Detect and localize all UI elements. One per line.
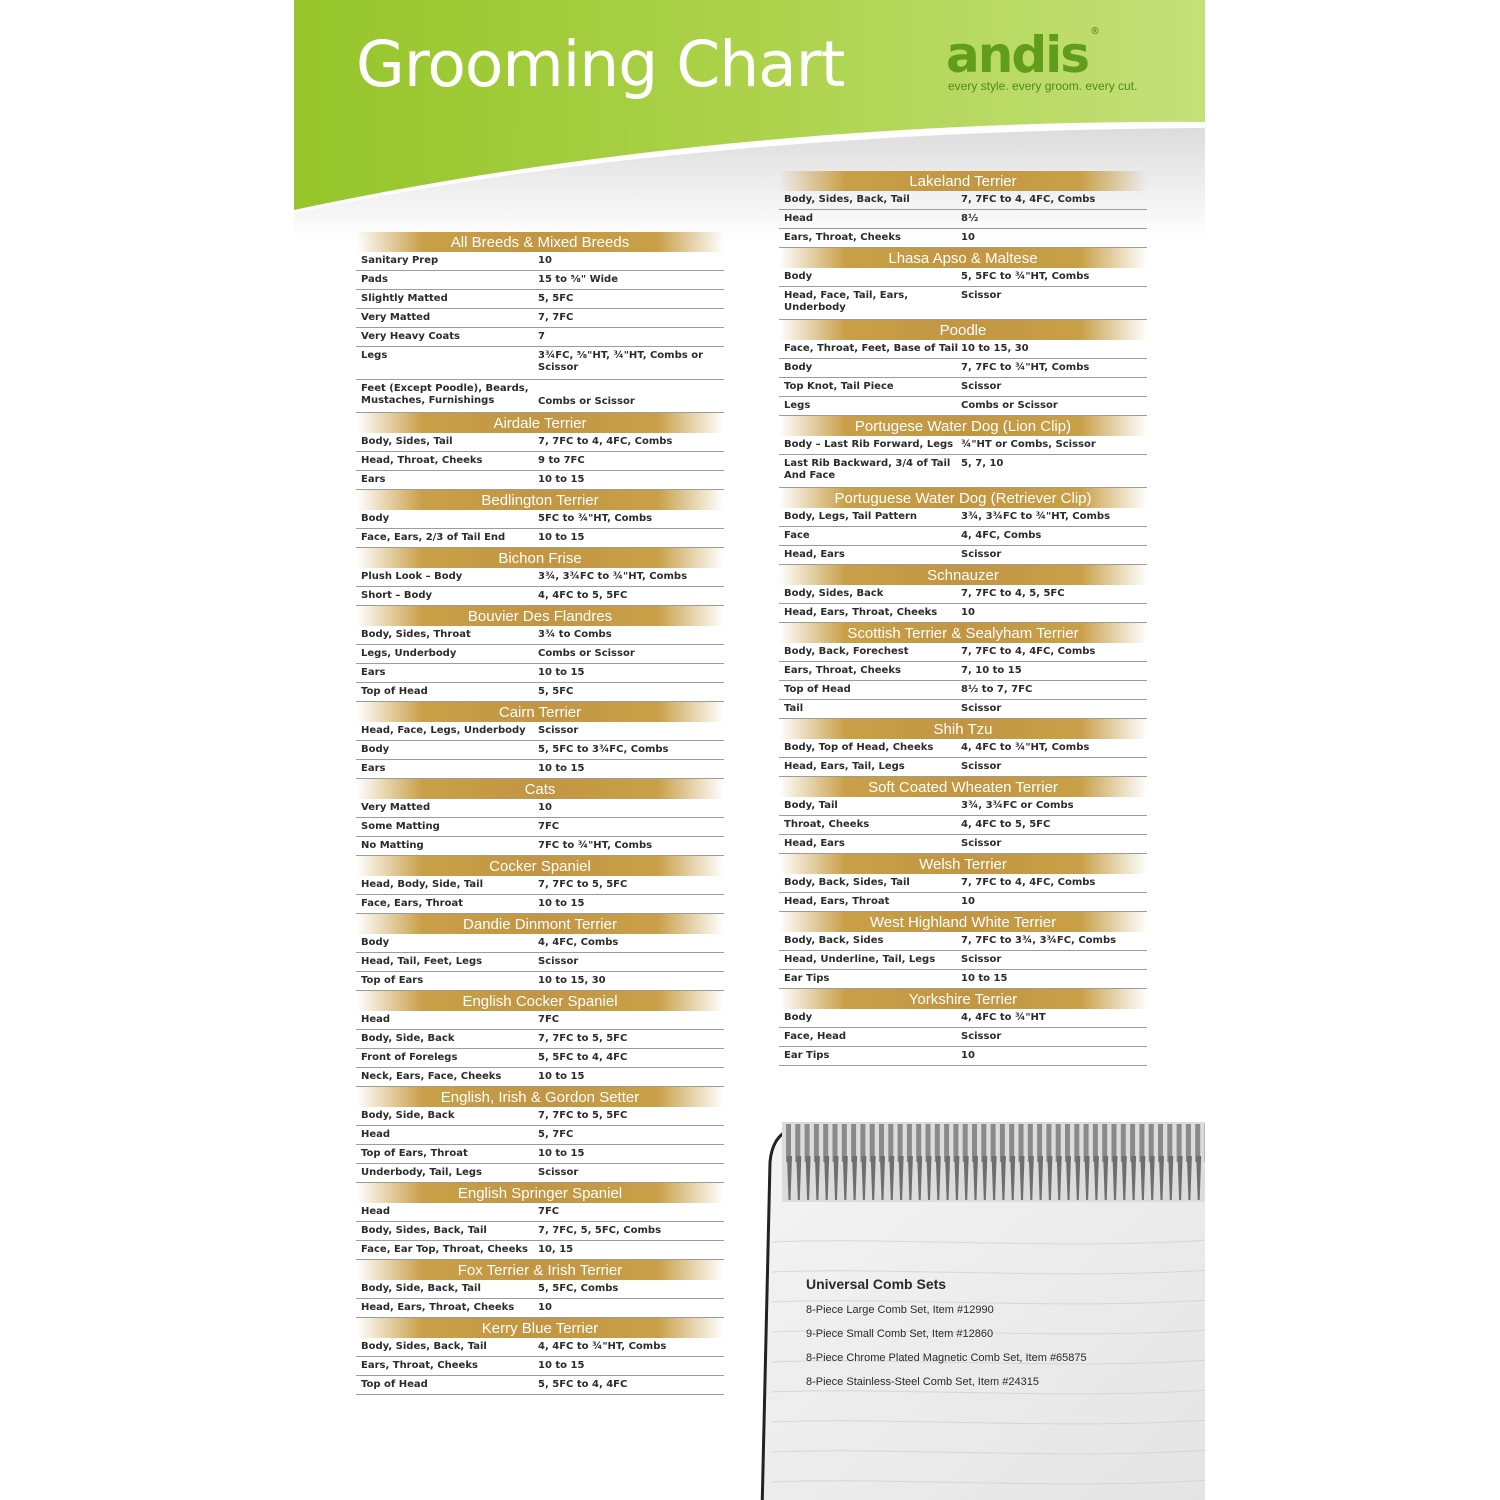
blade-setting-cell: 10 to 15 xyxy=(961,973,1008,984)
body-area-cell: Head, Ears xyxy=(784,549,845,560)
blade-setting-cell: 3¾, 3¾FC to ¾"HT, Combs xyxy=(538,571,688,582)
blade-setting-cell: 10 xyxy=(961,896,975,907)
body-area-cell: Head, Ears xyxy=(784,838,845,849)
blade-setting-cell: 10 xyxy=(961,232,975,243)
table-row xyxy=(356,1011,724,1030)
table-row xyxy=(356,471,724,490)
left-column xyxy=(356,232,724,1395)
blade-setting-cell: 10 to 15 xyxy=(538,763,585,774)
blade-setting-cell: 4, 4FC to ¾"HT xyxy=(961,1012,1046,1023)
breed-header: Portugese Water Dog (Lion Clip) xyxy=(779,416,1147,436)
breed-header: Kerry Blue Terrier xyxy=(356,1318,724,1338)
table-row xyxy=(779,893,1147,912)
blade-setting-cell: 5, 5FC to 4, 4FC xyxy=(538,1052,628,1063)
body-area-cell: Body, Sides, Back, Tail xyxy=(784,194,910,205)
table-row xyxy=(356,347,724,380)
blade-setting-cell: Scissor xyxy=(961,1031,1002,1042)
table-row xyxy=(779,835,1147,854)
comb-set-item: 8-Piece Chrome Plated Magnetic Comb Set, Item #65875 xyxy=(806,1352,1087,1364)
table-row xyxy=(356,645,724,664)
body-area-cell: Very Matted xyxy=(361,802,431,813)
breed-header: Lakeland Terrier xyxy=(779,171,1147,191)
table-row xyxy=(356,1107,724,1126)
table-row xyxy=(356,722,724,741)
blade-setting-cell: 7, 7FC to 4, 4FC, Combs xyxy=(961,194,1096,205)
body-area-cell: Ears, Throat, Cheeks xyxy=(784,232,901,243)
table-row xyxy=(356,626,724,645)
body-area-cell: Head, Throat, Cheeks xyxy=(361,455,483,466)
body-area-cell: Body, Back, Sides, Tail xyxy=(784,877,910,888)
table-row xyxy=(779,546,1147,565)
body-area-cell: Body – Last Rib Forward, Legs xyxy=(784,439,954,450)
body-area-cell: Body, Back, Forechest xyxy=(784,646,909,657)
table-row xyxy=(356,433,724,452)
table-row xyxy=(356,1280,724,1299)
body-area-cell: Body, Sides, Tail xyxy=(361,436,453,447)
body-area-cell: Very Heavy Coats xyxy=(361,331,461,342)
blade-setting-cell: 4, 4FC, Combs xyxy=(961,530,1042,541)
blade-setting-cell: 10 xyxy=(961,1050,975,1061)
breed-header: Cats xyxy=(356,779,724,799)
breed-header: Fox Terrier & Irish Terrier xyxy=(356,1260,724,1280)
comb-sets-title: Universal Comb Sets xyxy=(806,1276,947,1292)
blade-setting-cell: 7, 7FC to 4, 4FC, Combs xyxy=(961,877,1096,888)
comb-set-item: 9-Piece Small Comb Set, Item #12860 xyxy=(806,1328,994,1340)
breed-header: Shih Tzu xyxy=(779,719,1147,739)
table-row xyxy=(779,662,1147,681)
breed-header: Soft Coated Wheaten Terrier xyxy=(779,777,1147,797)
body-area-cell: Head, Ears, Throat, Cheeks xyxy=(361,1302,515,1313)
body-area-cell: Head, Body, Side, Tail xyxy=(361,879,483,890)
body-area-cell: Tail xyxy=(784,703,804,714)
table-row xyxy=(356,760,724,779)
table-row xyxy=(779,191,1147,210)
body-area-cell: Head, Face, Legs, Underbody xyxy=(361,725,526,736)
table-row xyxy=(356,1049,724,1068)
blade-setting-cell: 7, 7FC to 4, 5, 5FC xyxy=(961,588,1065,599)
blade-setting-cell: Scissor xyxy=(538,956,579,967)
table-row xyxy=(356,953,724,972)
table-row xyxy=(779,455,1147,488)
body-area-cell: Body xyxy=(361,744,390,755)
body-area-cell: Ears, Throat, Cheeks xyxy=(361,1360,478,1371)
blade-setting-cell: Scissor xyxy=(961,290,1002,301)
body-area-cell: Body xyxy=(784,271,813,282)
table-row xyxy=(356,271,724,290)
body-area-cell: Body xyxy=(361,513,390,524)
body-area-cell: Top of Ears xyxy=(361,975,424,986)
blade-setting-cell: 9 to 7FC xyxy=(538,455,585,466)
table-row xyxy=(356,1299,724,1318)
body-area-cell: Body, Side, Back, Tail xyxy=(361,1283,481,1294)
blade-setting-cell: 7, 7FC xyxy=(538,312,574,323)
body-area-cell: Last Rib Backward, 3/4 of Tail And Face xyxy=(784,458,951,481)
table-row xyxy=(779,604,1147,623)
table-row xyxy=(356,252,724,271)
table-row xyxy=(356,1068,724,1087)
blade-setting-cell: Scissor xyxy=(961,954,1002,965)
blade-setting-cell: 7, 7FC to ¾"HT, Combs xyxy=(961,362,1090,373)
body-area-cell: Face xyxy=(784,530,810,541)
body-area-cell: Body, Sides, Back xyxy=(784,588,884,599)
blade-setting-cell: 3¾FC, ⅝"HT, ¾"HT, Combs or Scissor xyxy=(538,350,703,373)
blade-setting-cell: 7FC xyxy=(538,1014,560,1025)
table-row xyxy=(779,681,1147,700)
table-row xyxy=(356,876,724,895)
table-row xyxy=(356,1376,724,1395)
grooming-chart-poster xyxy=(294,0,1205,1500)
body-area-cell: Ear Tips xyxy=(784,1050,830,1061)
blade-setting-cell: 5, 5FC, Combs xyxy=(538,1283,619,1294)
blade-setting-cell: Scissor xyxy=(961,838,1002,849)
breed-header: English Cocker Spaniel xyxy=(356,991,724,1011)
blade-setting-cell: 7, 7FC to 5, 5FC xyxy=(538,879,628,890)
blade-setting-cell: 3¾ to Combs xyxy=(538,629,612,640)
body-area-cell: Ears, Throat, Cheeks xyxy=(784,665,901,676)
table-row xyxy=(356,664,724,683)
table-row xyxy=(779,1009,1147,1028)
blade-setting-cell: 5, 5FC to ¾"HT, Combs xyxy=(961,271,1090,282)
blade-setting-cell: 7FC xyxy=(538,821,560,832)
comb-sets-panel xyxy=(806,1276,1087,1397)
breed-header: Lhasa Apso & Maltese xyxy=(779,248,1147,268)
breed-header: Yorkshire Terrier xyxy=(779,989,1147,1009)
table-row xyxy=(779,378,1147,397)
table-row xyxy=(779,359,1147,378)
blade-setting-cell: 10 xyxy=(961,607,975,618)
body-area-cell: Face, Ear Top, Throat, Cheeks xyxy=(361,1244,528,1255)
body-area-cell: Top of Head xyxy=(784,684,851,695)
breed-header: English, Irish & Gordon Setter xyxy=(356,1087,724,1107)
table-row xyxy=(356,452,724,471)
table-row xyxy=(356,799,724,818)
body-area-cell: Body, Top of Head, Cheeks xyxy=(784,742,934,753)
body-area-cell: Legs, Underbody xyxy=(361,648,457,659)
blade-setting-cell: 4, 4FC to 5, 5FC xyxy=(961,819,1051,830)
breed-header: West Highland White Terrier xyxy=(779,912,1147,932)
blade-setting-cell: 5, 7, 10 xyxy=(961,458,1004,469)
blade-setting-cell: Scissor xyxy=(961,381,1002,392)
blade-setting-cell: 7 xyxy=(538,331,545,342)
table-row xyxy=(356,529,724,548)
table-row xyxy=(356,934,724,953)
body-area-cell: Head xyxy=(361,1206,391,1217)
table-row xyxy=(779,758,1147,777)
table-row xyxy=(779,816,1147,835)
body-area-cell: Body, Back, Sides xyxy=(784,935,884,946)
blade-setting-cell: 10 to 15 xyxy=(538,1071,585,1082)
body-area-cell: Body, Sides, Throat xyxy=(361,629,471,640)
body-area-cell: Pads xyxy=(361,274,388,285)
table-row xyxy=(779,643,1147,662)
table-row xyxy=(779,1028,1147,1047)
blade-setting-cell: Scissor xyxy=(538,1167,579,1178)
blade-setting-cell: 15 to ⅝" Wide xyxy=(538,274,618,285)
breed-header: All Breeds & Mixed Breeds xyxy=(356,232,724,252)
body-area-cell: Body, Legs, Tail Pattern xyxy=(784,511,918,522)
blade-setting-cell: 10 to 15 xyxy=(538,1360,585,1371)
body-area-cell: Ear Tips xyxy=(784,973,830,984)
blade-setting-cell: Scissor xyxy=(538,725,579,736)
body-area-cell: Sanitary Prep xyxy=(361,255,439,266)
table-row xyxy=(779,932,1147,951)
blade-setting-cell: 4, 4FC to ¾"HT, Combs xyxy=(538,1341,667,1352)
table-row xyxy=(779,268,1147,287)
body-area-cell: Head xyxy=(361,1129,391,1140)
comb-set-item: 8-Piece Stainless-Steel Comb Set, Item #24315 xyxy=(806,1376,1039,1388)
body-area-cell: Face, Ears, 2/3 of Tail End xyxy=(361,532,506,543)
table-row xyxy=(779,229,1147,248)
blade-setting-cell: 10 to 15 xyxy=(538,667,585,678)
brand-name: andis xyxy=(946,26,1089,84)
body-area-cell: Head, Ears, Throat, Cheeks xyxy=(784,607,938,618)
body-area-cell: Head, Face, Tail, Ears, Underbody xyxy=(784,290,908,313)
blade-setting-cell: 5, 5FC xyxy=(538,686,574,697)
blade-setting-cell: 5, 5FC to 4, 4FC xyxy=(538,1379,628,1390)
blade-setting-cell: 8½ xyxy=(961,213,979,224)
blade-setting-cell: 7, 7FC to 5, 5FC xyxy=(538,1110,628,1121)
breed-header: Cocker Spaniel xyxy=(356,856,724,876)
body-area-cell: Some Matting xyxy=(361,821,440,832)
table-row xyxy=(356,380,724,413)
blade-setting-cell: Scissor xyxy=(961,549,1002,560)
body-area-cell: Body xyxy=(784,1012,813,1023)
andis-logo xyxy=(946,26,1100,84)
breed-header: English Springer Spaniel xyxy=(356,1183,724,1203)
table-row xyxy=(356,683,724,702)
table-row xyxy=(356,818,724,837)
blade-setting-cell: 7, 10 to 15 xyxy=(961,665,1022,676)
blade-setting-cell: 3¾, 3¾FC or Combs xyxy=(961,800,1074,811)
blade-setting-cell: 7, 7FC to 3¾, 3¾FC, Combs xyxy=(961,935,1117,946)
blade-setting-cell: 4, 4FC to 5, 5FC xyxy=(538,590,628,601)
body-area-cell: Ears xyxy=(361,667,386,678)
table-row xyxy=(779,287,1147,320)
body-area-cell: Top of Head xyxy=(361,686,428,697)
body-area-cell: Head xyxy=(784,213,814,224)
body-area-cell: Body, Side, Back xyxy=(361,1033,455,1044)
body-area-cell: Throat, Cheeks xyxy=(784,819,870,830)
blade-setting-cell: 8½ to 7, 7FC xyxy=(961,684,1033,695)
breed-header: Bouvier Des Flandres xyxy=(356,606,724,626)
body-area-cell: Very Matted xyxy=(361,312,431,323)
body-area-cell: Body, Side, Back xyxy=(361,1110,455,1121)
body-area-cell: Ears xyxy=(361,474,386,485)
blade-setting-cell: 7FC to ¾"HT, Combs xyxy=(538,840,653,851)
body-area-cell: Top of Ears, Throat xyxy=(361,1148,468,1159)
blade-setting-cell: 10 to 15 xyxy=(538,1148,585,1159)
body-area-cell: Face, Ears, Throat xyxy=(361,898,463,909)
brand-tagline: every style. every groom. every cut. xyxy=(948,79,1138,93)
table-row xyxy=(779,874,1147,893)
body-area-cell: Legs xyxy=(361,350,388,361)
body-area-cell: Face, Throat, Feet, Base of Tail xyxy=(784,343,959,354)
blade-setting-cell: Scissor xyxy=(961,703,1002,714)
body-area-cell: Top Knot, Tail Piece xyxy=(784,381,894,392)
blade-setting-cell: 5FC to ¾"HT, Combs xyxy=(538,513,653,524)
table-row xyxy=(356,1126,724,1145)
table-row xyxy=(356,741,724,760)
body-area-cell: Body, Sides, Back, Tail xyxy=(361,1225,487,1236)
breed-header: Bichon Frise xyxy=(356,548,724,568)
body-area-cell: Body, Tail xyxy=(784,800,838,811)
table-row xyxy=(356,1164,724,1183)
body-area-cell: Head, Ears, Throat xyxy=(784,896,890,907)
breed-header: Scottish Terrier & Sealyham Terrier xyxy=(779,623,1147,643)
body-area-cell: Body xyxy=(361,937,390,948)
table-row xyxy=(356,1145,724,1164)
table-row xyxy=(356,1030,724,1049)
body-area-cell: Legs xyxy=(784,400,811,411)
table-row xyxy=(779,585,1147,604)
body-area-cell: Head, Underline, Tail, Legs xyxy=(784,954,936,965)
body-area-cell: Head, Ears, Tail, Legs xyxy=(784,761,905,772)
body-area-cell: Short – Body xyxy=(361,590,433,601)
table-row xyxy=(779,970,1147,989)
right-column xyxy=(779,171,1147,1066)
blade-tooth xyxy=(1205,1124,1206,1162)
body-area-cell: Front of Forelegs xyxy=(361,1052,458,1063)
blade-setting-cell: 10 xyxy=(538,1302,552,1313)
table-row xyxy=(779,797,1147,816)
blade-setting-cell: 10 to 15, 30 xyxy=(961,343,1029,354)
table-row xyxy=(356,837,724,856)
blade-setting-cell: 10 to 15 xyxy=(538,898,585,909)
table-row xyxy=(779,1047,1147,1066)
blade-setting-cell: 5, 7FC xyxy=(538,1129,574,1140)
blade-setting-cell: 7, 7FC to 5, 5FC xyxy=(538,1033,628,1044)
table-row xyxy=(356,1222,724,1241)
table-row xyxy=(779,397,1147,416)
blade-setting-cell: 5, 5FC xyxy=(538,293,574,304)
breed-header: Airdale Terrier xyxy=(356,413,724,433)
blade-setting-cell: 10 to 15, 30 xyxy=(538,975,606,986)
body-area-cell: No Matting xyxy=(361,840,424,851)
body-area-cell: Head, Tail, Feet, Legs xyxy=(361,956,483,967)
breed-header: Schnauzer xyxy=(779,565,1147,585)
body-area-cell: Neck, Ears, Face, Cheeks xyxy=(361,1071,502,1082)
blade-setting-cell: 7, 7FC, 5, 5FC, Combs xyxy=(538,1225,662,1236)
table-row xyxy=(356,510,724,529)
blade-setting-cell: 10, 15 xyxy=(538,1244,574,1255)
table-row xyxy=(356,895,724,914)
breed-header: Cairn Terrier xyxy=(356,702,724,722)
table-row xyxy=(356,1241,724,1260)
body-area-cell: Plush Look – Body xyxy=(361,571,463,582)
table-row xyxy=(779,340,1147,359)
blade-setting-cell: 7, 7FC to 4, 4FC, Combs xyxy=(538,436,673,447)
blade-setting-cell: 10 xyxy=(538,255,552,266)
table-row xyxy=(356,972,724,991)
table-row xyxy=(356,309,724,328)
breed-header: Bedlington Terrier xyxy=(356,490,724,510)
body-area-cell: Head xyxy=(361,1014,391,1025)
blade-setting-cell: 10 to 15 xyxy=(538,474,585,485)
registered-mark: ® xyxy=(1090,26,1101,37)
body-area-cell: Underbody, Tail, Legs xyxy=(361,1167,483,1178)
comb-set-item: 8-Piece Large Comb Set, Item #12990 xyxy=(806,1304,994,1316)
table-row xyxy=(356,1338,724,1357)
table-row xyxy=(779,436,1147,455)
breed-header: Poodle xyxy=(779,320,1147,340)
blade-setting-cell: 10 xyxy=(538,802,552,813)
page-title: Grooming Chart xyxy=(356,28,845,101)
body-area-cell: Body xyxy=(784,362,813,373)
body-area-cell: Top of Head xyxy=(361,1379,428,1390)
body-area-cell: Slightly Matted xyxy=(361,293,448,304)
blade-setting-cell: Scissor xyxy=(961,761,1002,772)
table-row xyxy=(356,587,724,606)
blade-setting-cell: 7, 7FC to 4, 4FC, Combs xyxy=(961,646,1096,657)
table-row xyxy=(779,527,1147,546)
table-row xyxy=(356,328,724,347)
body-area-cell: Ears xyxy=(361,763,386,774)
breed-header: Portuguese Water Dog (Retriever Clip) xyxy=(779,488,1147,508)
blade-setting-cell: 10 to 15 xyxy=(538,532,585,543)
table-row xyxy=(779,951,1147,970)
breed-header: Welsh Terrier xyxy=(779,854,1147,874)
breed-header: Dandie Dinmont Terrier xyxy=(356,914,724,934)
blade-setting-cell: ¾"HT or Combs, Scissor xyxy=(961,439,1096,450)
table-row xyxy=(356,568,724,587)
body-area-cell: Face, Head xyxy=(784,1031,847,1042)
table-row xyxy=(779,739,1147,758)
table-row xyxy=(779,508,1147,527)
body-area-cell: Body, Sides, Back, Tail xyxy=(361,1341,487,1352)
table-row xyxy=(779,700,1147,719)
table-row xyxy=(356,1203,724,1222)
body-area-cell: Feet (Except Poodle), Beards, Mustaches, Furnishings xyxy=(361,383,529,406)
table-row xyxy=(356,1357,724,1376)
blade-setting-cell: Combs or Scissor xyxy=(538,648,635,659)
blade-setting-cell: 5, 5FC to 3¾FC, Combs xyxy=(538,744,669,755)
blade-setting-cell: 4, 4FC to ¾"HT, Combs xyxy=(961,742,1090,753)
blade-setting-cell: 7FC xyxy=(538,1206,560,1217)
blade-setting-cell: 3¾, 3¾FC to ¾"HT, Combs xyxy=(961,511,1111,522)
blade-setting-cell: Combs or Scissor xyxy=(538,396,635,407)
blade-setting-cell: 4, 4FC, Combs xyxy=(538,937,619,948)
table-row xyxy=(779,210,1147,229)
blade-setting-cell: Combs or Scissor xyxy=(961,400,1058,411)
table-row xyxy=(356,290,724,309)
